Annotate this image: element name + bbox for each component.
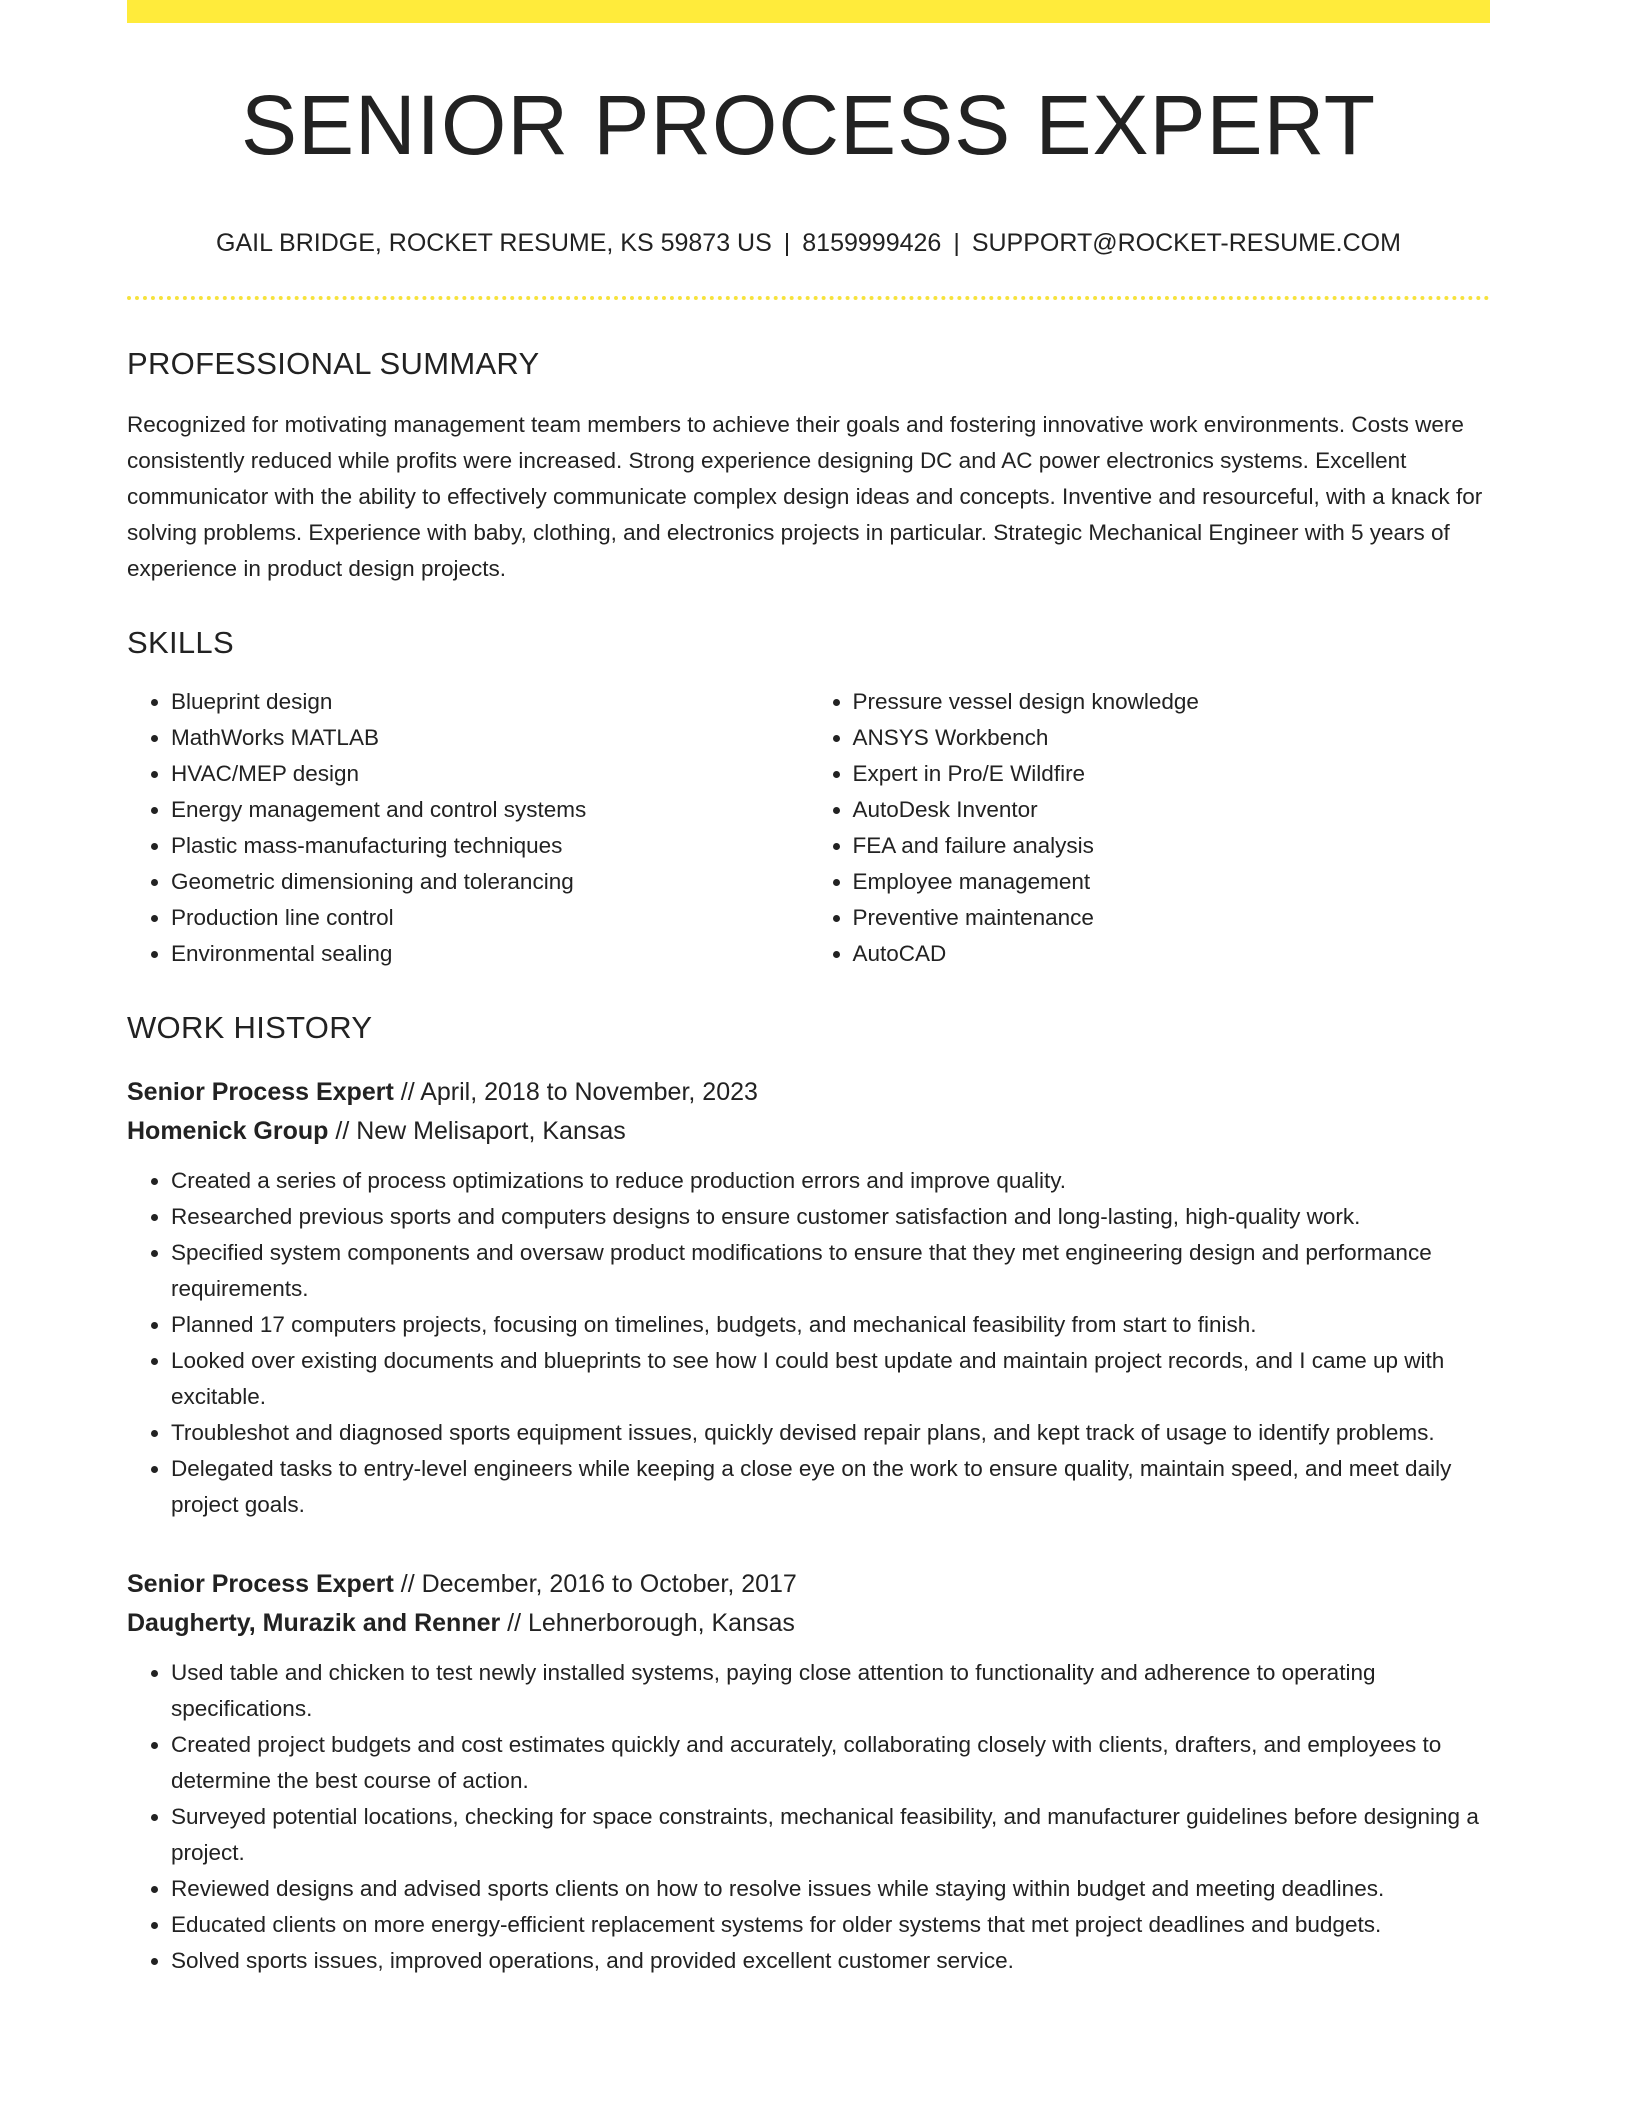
job-company: Homenick Group bbox=[127, 1117, 329, 1145]
skill-item: • MathWorks MATLAB bbox=[171, 720, 809, 756]
job-role: Senior Process Expert bbox=[127, 1570, 394, 1598]
job-bullet: • Delegated tasks to entry-level engineers while keeping a close eye on the work to ensure quality, maintain speed, and meet daily project goals. bbox=[171, 1451, 1490, 1523]
page-title: SENIOR PROCESS EXPERT bbox=[240, 78, 1377, 172]
resume-page bbox=[127, 0, 1490, 1979]
summary-text: Recognized for motivating management team members to achieve their goals and fostering innovative work environments. Costs were consistently reduced while profits were increased. Strong experience designing DC and AC power electronics systems. Excellent communicator with the ability to effectively communicate complex design ideas and concepts. Inventive and resourceful, with a knack for solving problems. Experience with baby, clothing, and electronics projects in particular. Strategic Mechanical Engineer with 5 years of experience in product design projects. bbox=[127, 412, 1483, 581]
accent-bar bbox=[127, 0, 1490, 23]
skill-item: • Production line control bbox=[171, 900, 809, 936]
job-dates: // April, 2018 to November, 2023 bbox=[393, 1078, 758, 1106]
skill-item: • FEA and failure analysis bbox=[853, 828, 1491, 864]
skill-item: • Environmental sealing bbox=[171, 936, 809, 972]
summary-heading: PROFESSIONAL SUMMARY bbox=[127, 346, 540, 381]
job-bullet: • Educated clients on more energy-efficient replacement systems for older systems that met project deadlines and budgets. bbox=[171, 1907, 1490, 1943]
job-company-line bbox=[127, 1604, 1490, 1643]
skill-item: • Geometric dimensioning and tolerancing bbox=[171, 864, 809, 900]
job-bullet: • Planned 17 computers projects, focusing on timelines, budgets, and mechanical feasibility from start to finish. bbox=[171, 1307, 1490, 1343]
job-entry bbox=[127, 1073, 1490, 1523]
contact-separator: | bbox=[783, 229, 791, 257]
job-location: // Lehnerborough, Kansas bbox=[500, 1609, 795, 1637]
skill-item: • Pressure vessel design knowledge bbox=[853, 684, 1491, 720]
job-bullet: • Created project budgets and cost estimates quickly and accurately, collaborating closely with clients, drafters, and employees to determine the best course of action. bbox=[171, 1727, 1490, 1799]
skill-item: • AutoCAD bbox=[853, 936, 1491, 972]
skills-heading: SKILLS bbox=[127, 625, 234, 660]
job-bullets bbox=[127, 1655, 1490, 1979]
work-history-heading: WORK HISTORY bbox=[127, 1010, 373, 1045]
job-bullet: • Reviewed designs and advised sports clients on how to resolve issues while staying within budget and meeting deadlines. bbox=[171, 1871, 1490, 1907]
job-bullet: • Troubleshot and diagnosed sports equipment issues, quickly devised repair plans, and kept track of usage to identify problems. bbox=[171, 1415, 1490, 1451]
skills-column-left bbox=[127, 684, 809, 972]
job-bullet: • Researched previous sports and computers designs to ensure customer satisfaction and long-lasting, high-quality work. bbox=[171, 1199, 1490, 1235]
contact-line bbox=[127, 231, 1490, 256]
skills-list bbox=[127, 684, 1490, 972]
job-bullet: • Looked over existing documents and blueprints to see how I could best update and maintain project records, and I came up with excitable. bbox=[171, 1343, 1490, 1415]
skill-item: • Blueprint design bbox=[171, 684, 809, 720]
skill-item: • HVAC/MEP design bbox=[171, 756, 809, 792]
job-role: Senior Process Expert bbox=[127, 1078, 394, 1106]
job-dates: // December, 2016 to October, 2017 bbox=[393, 1570, 797, 1598]
skills-column-right bbox=[809, 684, 1491, 972]
job-bullet: • Specified system components and oversaw product modifications to ensure that they met engineering design and performance requirements. bbox=[171, 1235, 1490, 1307]
job-bullet: • Surveyed potential locations, checking for space constraints, mechanical feasibility, and manufacturer guidelines before designing a project. bbox=[171, 1799, 1490, 1871]
job-bullet: • Used table and chicken to test newly installed systems, paying close attention to functionality and adherence to operating specifications. bbox=[171, 1655, 1490, 1727]
job-company: Daugherty, Murazik and Renner bbox=[127, 1609, 501, 1637]
skill-item: • ANSYS Workbench bbox=[853, 720, 1491, 756]
job-bullet: • Solved sports issues, improved operations, and provided excellent customer service. bbox=[171, 1943, 1490, 1979]
skill-item: • Expert in Pro/E Wildfire bbox=[853, 756, 1491, 792]
skill-item: • Preventive maintenance bbox=[853, 900, 1491, 936]
contact-address: GAIL BRIDGE, ROCKET RESUME, KS 59873 US bbox=[216, 229, 772, 257]
skill-item: • Employee management bbox=[853, 864, 1491, 900]
job-bullet: • Created a series of process optimizations to reduce production errors and improve quality. bbox=[171, 1163, 1490, 1199]
contact-phone: 8159999426 bbox=[802, 229, 942, 257]
skill-item: • AutoDesk Inventor bbox=[853, 792, 1491, 828]
job-location: // New Melisaport, Kansas bbox=[328, 1117, 626, 1145]
dotted-divider bbox=[127, 296, 1490, 300]
skill-item: • Plastic mass-manufacturing techniques bbox=[171, 828, 809, 864]
contact-email: SUPPORT@ROCKET-RESUME.COM bbox=[971, 229, 1401, 257]
contact-separator: | bbox=[953, 229, 960, 257]
job-role-line bbox=[127, 1565, 1490, 1604]
job-role-line bbox=[127, 1073, 1490, 1112]
skill-item: • Energy management and control systems bbox=[171, 792, 809, 828]
job-bullets bbox=[127, 1163, 1490, 1523]
job-company-line bbox=[127, 1112, 1490, 1151]
job-entry bbox=[127, 1565, 1490, 1979]
